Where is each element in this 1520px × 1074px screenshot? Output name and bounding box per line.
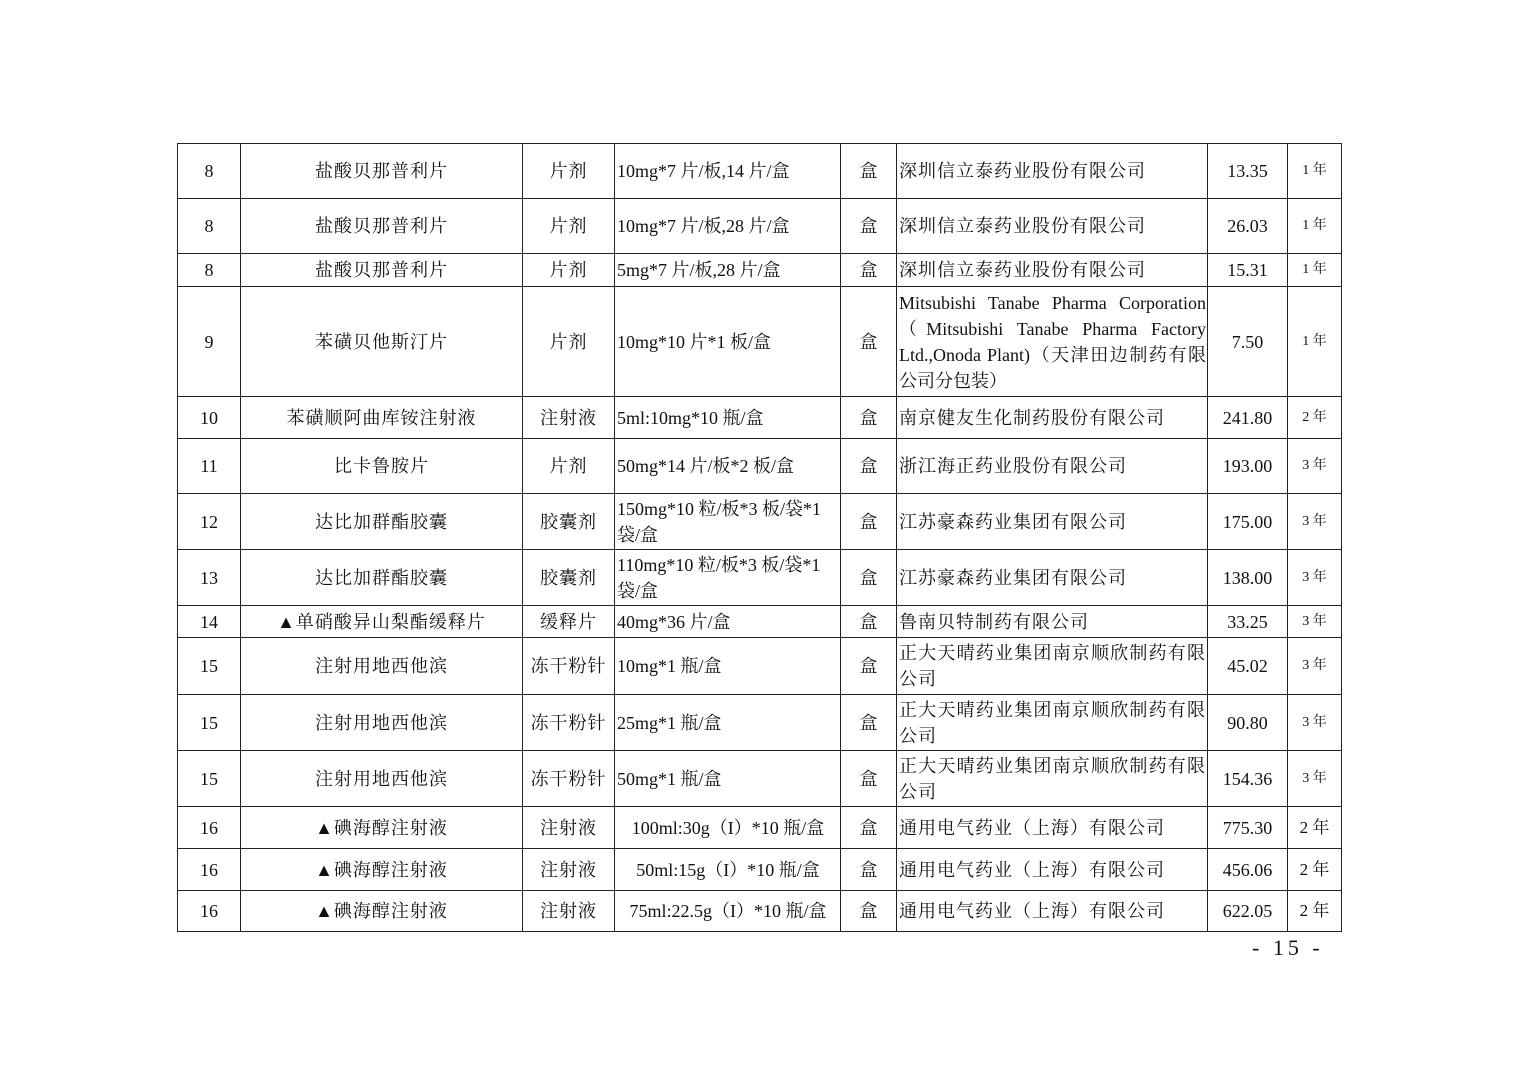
term: 3 年 [1288,695,1342,751]
price: 775.30 [1208,807,1288,849]
package-unit: 盒 [841,397,897,439]
table-row [178,494,1342,550]
table-row [178,550,1342,606]
manufacturer: Mitsubishi Tanabe Pharma Corporation（Mitsubishi Tanabe Pharma Factory Ltd.,Onoda Plant)（天津田边制药有限公司分包装） [897,287,1208,397]
drug-name: 苯磺贝他斯汀片 [241,287,523,397]
manufacturer: 通用电气药业（上海）有限公司 [897,891,1208,932]
manufacturer: 正大天晴药业集团南京顺欣制药有限公司 [897,638,1208,695]
package-unit: 盒 [841,287,897,397]
package-unit: 盒 [841,199,897,254]
manufacturer: 深圳信立泰药业股份有限公司 [897,199,1208,254]
price: 33.25 [1208,606,1288,638]
item-number: 15 [178,751,241,807]
specification: 10mg*1 瓶/盒 [615,638,841,695]
package-unit: 盒 [841,254,897,287]
term: 1 年 [1288,199,1342,254]
drug-name: 盐酸贝那普利片 [241,199,523,254]
package-unit: 盒 [841,494,897,550]
specification: 25mg*1 瓶/盒 [615,695,841,751]
drug-name: 注射用地西他滨 [241,638,523,695]
dosage-form: 片剂 [523,254,615,287]
dosage-form: 胶囊剂 [523,550,615,606]
specification: 110mg*10 粒/板*3 板/袋*1 袋/盒 [615,550,841,606]
dosage-form: 片剂 [523,439,615,494]
item-number: 16 [178,807,241,849]
item-number: 11 [178,439,241,494]
table-row [178,638,1342,695]
dosage-form: 注射液 [523,807,615,849]
item-number: 16 [178,891,241,932]
drug-name: 注射用地西他滨 [241,751,523,807]
drug-name: 盐酸贝那普利片 [241,254,523,287]
drug-name: 比卡鲁胺片 [241,439,523,494]
specification: 10mg*7 片/板,14 片/盒 [615,144,841,199]
specification: 50mg*14 片/板*2 板/盒 [615,439,841,494]
price: 241.80 [1208,397,1288,439]
drug-name: 盐酸贝那普利片 [241,144,523,199]
price: 45.02 [1208,638,1288,695]
term: 1 年 [1288,144,1342,199]
package-unit: 盒 [841,807,897,849]
specification: 75ml:22.5g（I）*10 瓶/盒 [615,891,841,932]
specification: 150mg*10 粒/板*3 板/袋*1 袋/盒 [615,494,841,550]
table-row [178,807,1342,849]
price: 7.50 [1208,287,1288,397]
dosage-form: 冻干粉针 [523,695,615,751]
dosage-form: 缓释片 [523,606,615,638]
drug-name: ▲碘海醇注射液 [241,807,523,849]
term: 2 年 [1288,397,1342,439]
manufacturer: 浙江海正药业股份有限公司 [897,439,1208,494]
specification: 50mg*1 瓶/盒 [615,751,841,807]
price: 456.06 [1208,849,1288,891]
table-row [178,891,1342,932]
manufacturer: 深圳信立泰药业股份有限公司 [897,144,1208,199]
package-unit: 盒 [841,439,897,494]
item-number: 8 [178,199,241,254]
price: 154.36 [1208,751,1288,807]
manufacturer: 正大天晴药业集团南京顺欣制药有限公司 [897,751,1208,807]
term: 3 年 [1288,751,1342,807]
term: 2 年 [1288,849,1342,891]
specification: 100ml:30g（I）*10 瓶/盒 [615,807,841,849]
package-unit: 盒 [841,144,897,199]
manufacturer: 正大天晴药业集团南京顺欣制药有限公司 [897,695,1208,751]
drug-name: 苯磺顺阿曲库铵注射液 [241,397,523,439]
item-number: 8 [178,144,241,199]
item-number: 13 [178,550,241,606]
specification: 5ml:10mg*10 瓶/盒 [615,397,841,439]
item-number: 9 [178,287,241,397]
package-unit: 盒 [841,606,897,638]
dosage-form: 注射液 [523,891,615,932]
dosage-form: 片剂 [523,199,615,254]
manufacturer: 鲁南贝特制药有限公司 [897,606,1208,638]
specification: 10mg*10 片*1 板/盒 [615,287,841,397]
price: 13.35 [1208,144,1288,199]
table-row [178,439,1342,494]
table-row [178,606,1342,638]
dosage-form: 注射液 [523,849,615,891]
table-row [178,397,1342,439]
drug-name: ▲单硝酸异山梨酯缓释片 [241,606,523,638]
table-row [178,849,1342,891]
manufacturer: 深圳信立泰药业股份有限公司 [897,254,1208,287]
item-number: 10 [178,397,241,439]
package-unit: 盒 [841,695,897,751]
drug-name: 达比加群酯胶囊 [241,494,523,550]
term: 3 年 [1288,606,1342,638]
drug-name: ▲碘海醇注射液 [241,849,523,891]
item-number: 14 [178,606,241,638]
package-unit: 盒 [841,751,897,807]
manufacturer: 江苏豪森药业集团有限公司 [897,494,1208,550]
specification: 50ml:15g（I）*10 瓶/盒 [615,849,841,891]
term: 2 年 [1288,807,1342,849]
price: 90.80 [1208,695,1288,751]
package-unit: 盒 [841,849,897,891]
table-row [178,254,1342,287]
table-row [178,695,1342,751]
term: 3 年 [1288,638,1342,695]
specification: 10mg*7 片/板,28 片/盒 [615,199,841,254]
term: 2 年 [1288,891,1342,932]
term: 3 年 [1288,550,1342,606]
dosage-form: 冻干粉针 [523,638,615,695]
specification: 5mg*7 片/板,28 片/盒 [615,254,841,287]
manufacturer: 南京健友生化制药股份有限公司 [897,397,1208,439]
item-number: 16 [178,849,241,891]
dosage-form: 胶囊剂 [523,494,615,550]
item-number: 15 [178,695,241,751]
term: 3 年 [1288,494,1342,550]
price: 193.00 [1208,439,1288,494]
page-number: - 15 - [1252,935,1324,960]
table-row [178,199,1342,254]
package-unit: 盒 [841,638,897,695]
term: 1 年 [1288,254,1342,287]
drug-price-table [177,143,1342,932]
price: 26.03 [1208,199,1288,254]
term: 1 年 [1288,287,1342,397]
table-row [178,751,1342,807]
manufacturer: 江苏豪森药业集团有限公司 [897,550,1208,606]
package-unit: 盒 [841,550,897,606]
price: 622.05 [1208,891,1288,932]
price: 15.31 [1208,254,1288,287]
dosage-form: 冻干粉针 [523,751,615,807]
table-row [178,144,1342,199]
manufacturer: 通用电气药业（上海）有限公司 [897,849,1208,891]
manufacturer: 通用电气药业（上海）有限公司 [897,807,1208,849]
dosage-form: 片剂 [523,287,615,397]
item-number: 12 [178,494,241,550]
term: 3 年 [1288,439,1342,494]
table-row [178,287,1342,397]
item-number: 15 [178,638,241,695]
dosage-form: 注射液 [523,397,615,439]
package-unit: 盒 [841,891,897,932]
drug-name: 达比加群酯胶囊 [241,550,523,606]
drug-name: 注射用地西他滨 [241,695,523,751]
dosage-form: 片剂 [523,144,615,199]
specification: 40mg*36 片/盒 [615,606,841,638]
item-number: 8 [178,254,241,287]
price: 138.00 [1208,550,1288,606]
drug-name: ▲碘海醇注射液 [241,891,523,932]
price: 175.00 [1208,494,1288,550]
